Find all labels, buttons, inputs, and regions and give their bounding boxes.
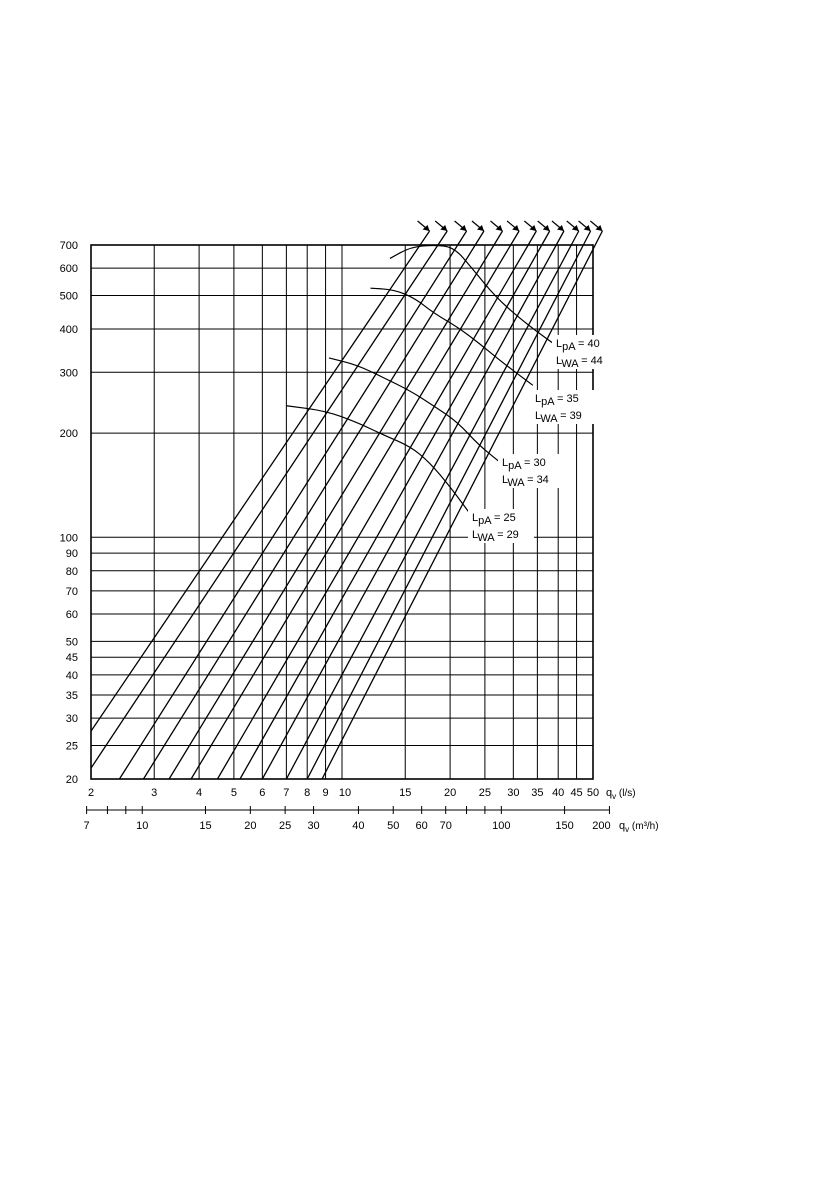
y-tick-label: 60: [65, 608, 78, 621]
lwa-label: LWA = 29: [472, 529, 519, 544]
fan-line-extension: [458, 231, 467, 245]
y-tick-label: 100: [59, 532, 78, 545]
fan-line-extension: [511, 231, 519, 245]
fan-line-extension: [420, 231, 429, 245]
secondary-tick-label: 50: [387, 820, 400, 832]
y-tick-label: 45: [65, 652, 78, 665]
secondary-tick-label: 200: [592, 820, 611, 832]
fan-line-extension: [593, 231, 602, 249]
x-tick-label: 20: [443, 787, 457, 799]
y-tick-label: 700: [59, 240, 78, 252]
y-tick-label: 40: [65, 669, 78, 682]
fan-line-extension: [556, 231, 564, 245]
lpa-label: LpA = 35: [535, 393, 579, 408]
secondary-tick-label: 30: [307, 820, 320, 832]
x-tick-label: 3: [151, 787, 158, 799]
y-tick-label: 25: [65, 740, 78, 753]
x-tick-label: 35: [531, 787, 544, 799]
lpa-label: LpA = 40: [556, 338, 600, 353]
x-tick-label: 8: [304, 787, 311, 799]
y-tick-label: 500: [59, 290, 78, 303]
x-tick-label: 9: [322, 787, 329, 799]
x-tick-label: 7: [283, 787, 290, 799]
fan-line: [143, 245, 475, 779]
y-tick-label: 600: [59, 263, 78, 276]
x-tick-label: 4: [196, 787, 203, 799]
curve-labels: [468, 335, 618, 544]
x-tick-label: 40: [552, 787, 565, 799]
fan-line: [91, 245, 438, 768]
lwa-label: LWA = 39: [535, 410, 582, 425]
x-tick-labels: [88, 787, 636, 801]
y-tick-label: 300: [59, 367, 78, 380]
x-tick-label: 2: [87, 787, 95, 799]
secondary-tick-label: 15: [199, 820, 212, 832]
x-tick-label: 6: [259, 787, 266, 799]
x-tick-label: 25: [478, 787, 492, 799]
y-tick-labels: [60, 240, 78, 786]
fan-line: [91, 245, 420, 731]
secondary-tick-label: 70: [439, 820, 452, 832]
fan-line-extension: [475, 231, 484, 245]
x-tick-label: 10: [338, 787, 352, 799]
secondary-tick-label: 10: [136, 820, 149, 832]
secondary-tick-label: 25: [279, 820, 292, 832]
y-tick-label: 200: [59, 428, 78, 441]
y-tick-label: 400: [59, 324, 78, 337]
secondary-tick-label: 7: [83, 820, 90, 832]
y-tick-label: 50: [65, 636, 78, 649]
y-tick-label: 35: [65, 689, 78, 702]
x-axis-unit-label: $q_v$ (l/s): [606, 787, 636, 801]
lpa-label: LpA = 25: [472, 512, 516, 527]
sound-level-curve: [329, 358, 500, 462]
x-tick-label: 5: [230, 787, 237, 799]
x-tick-label: 50: [586, 787, 600, 799]
fan-line-extension: [494, 231, 503, 245]
sound-level-curve: [286, 406, 472, 517]
x-tick-label: 30: [507, 787, 520, 799]
y-tick-label: 30: [65, 713, 78, 726]
secondary-x-axis: [84, 806, 659, 834]
fan-line-extension: [438, 231, 447, 245]
fan-line-extension: [571, 231, 578, 245]
x-tick-label: 15: [399, 787, 412, 799]
secondary-tick-label: 20: [244, 820, 257, 832]
secondary-tick-label: 150: [555, 820, 574, 832]
lwa-label: LWA = 34: [502, 474, 549, 489]
secondary-tick-label: 40: [352, 820, 365, 832]
secondary-axis-unit-label: $q_v$ (m³/h): [619, 820, 659, 834]
lwa-label: LWA = 44: [556, 355, 603, 370]
y-tick-label: 20: [65, 774, 78, 786]
y-tick-label: 90: [65, 548, 78, 561]
lpa-label: LpA = 30: [502, 457, 546, 472]
fan-line: [119, 245, 457, 779]
fan-line-extension: [583, 231, 590, 245]
fan-line-extension: [528, 231, 536, 245]
y-tick-label: 70: [65, 585, 78, 598]
x-tick-label: 45: [570, 787, 583, 799]
y-tick-label: 80: [65, 565, 78, 578]
secondary-tick-label: 100: [492, 820, 511, 832]
fan-line-extension: [542, 231, 550, 245]
secondary-tick-label: 60: [415, 820, 428, 832]
